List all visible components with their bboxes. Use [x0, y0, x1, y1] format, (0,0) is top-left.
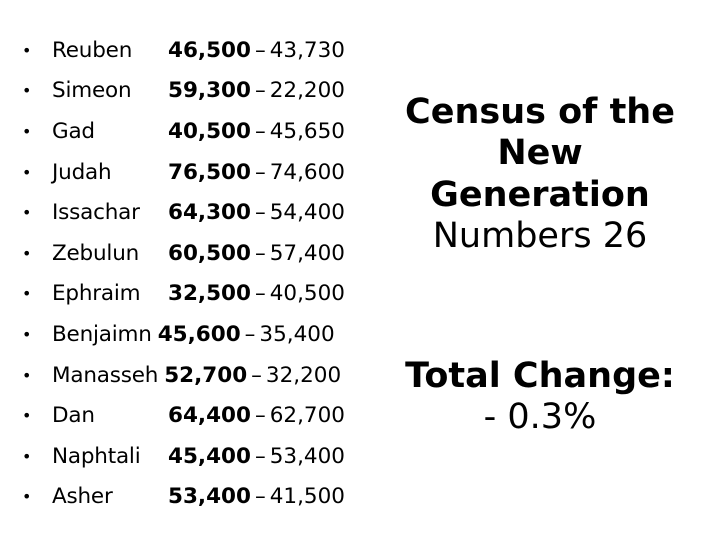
- new-census-count: 64,300: [168, 200, 251, 226]
- tribe-row: [22, 192, 392, 233]
- tribe-name: Zebulun: [52, 240, 140, 266]
- dash-separator: –: [254, 281, 266, 307]
- title-reference: Numbers 26: [432, 215, 648, 256]
- bullet-icon: •: [22, 406, 32, 426]
- tribe-row: [22, 30, 392, 71]
- bullet-icon: •: [22, 81, 32, 101]
- bullet-icon: •: [22, 487, 32, 507]
- old-census-count: 54,400: [269, 200, 345, 226]
- tribe-name: Asher: [52, 484, 113, 510]
- bullet-icon: •: [22, 446, 32, 466]
- new-census-count: 64,400: [168, 403, 251, 429]
- old-census-count: 22,200: [269, 78, 345, 104]
- dash-separator: –: [254, 484, 266, 510]
- tribe-name: Manasseh: [52, 362, 159, 388]
- old-census-count: 62,700: [269, 403, 345, 429]
- dash-separator: –: [254, 159, 266, 185]
- old-census-count: 45,650: [269, 118, 345, 144]
- tribe-row: [22, 233, 392, 274]
- bullet-icon: •: [22, 243, 32, 263]
- old-census-count: 40,500: [269, 281, 345, 307]
- bullet-icon: •: [22, 121, 32, 141]
- tribe-row: [22, 274, 392, 315]
- tribe-row: [22, 71, 392, 112]
- new-census-count: 52,700: [164, 362, 248, 388]
- tribe-name: Issachar: [52, 200, 140, 226]
- total-change-value: - 0.3%: [483, 397, 597, 438]
- tribe-row: [22, 436, 392, 477]
- bullet-icon: •: [22, 365, 32, 385]
- title-line-1: Census of the: [405, 92, 675, 132]
- tribe-name: Gad: [52, 118, 95, 144]
- title-block: [395, 92, 685, 257]
- total-change-label: Total Change:: [405, 356, 675, 396]
- new-census-count: 40,500: [168, 118, 251, 144]
- dash-separator: –: [244, 321, 256, 347]
- tribe-row: [22, 111, 392, 152]
- old-census-count: 74,600: [269, 159, 345, 185]
- old-census-count: 53,400: [269, 443, 345, 469]
- new-census-count: 76,500: [168, 159, 251, 185]
- old-census-count: 43,730: [269, 37, 345, 63]
- total-change-block: [395, 356, 685, 439]
- new-census-count: 45,400: [168, 443, 251, 469]
- dash-separator: –: [254, 443, 266, 469]
- new-census-count: 46,500: [168, 37, 251, 63]
- new-census-count: 59,300: [168, 78, 251, 104]
- old-census-count: 57,400: [269, 240, 345, 266]
- dash-separator: –: [251, 362, 262, 388]
- tribe-name: Dan: [52, 403, 95, 429]
- old-census-count: 41,500: [269, 484, 345, 510]
- tribe-row: [22, 477, 392, 518]
- dash-separator: –: [254, 403, 266, 429]
- bullet-icon: •: [22, 203, 32, 223]
- tribe-name: Naphtali: [52, 443, 141, 469]
- dash-separator: –: [254, 200, 266, 226]
- tribe-name: Ephraim: [52, 281, 141, 307]
- tribe-name: Judah: [52, 159, 112, 185]
- bullet-icon: •: [22, 324, 32, 344]
- new-census-count: 32,500: [168, 281, 251, 307]
- tribe-name: Reuben: [52, 37, 133, 63]
- dash-separator: –: [254, 37, 266, 63]
- tribe-row: [22, 314, 392, 355]
- bullet-icon: •: [22, 284, 32, 304]
- bullet-icon: •: [22, 162, 32, 182]
- dash-separator: –: [254, 78, 266, 104]
- new-census-count: 53,400: [168, 484, 251, 510]
- tribe-row: [22, 355, 392, 396]
- old-census-count: 32,200: [265, 362, 342, 388]
- bullet-icon: •: [22, 40, 32, 60]
- tribe-name: Simeon: [52, 78, 132, 104]
- dash-separator: –: [254, 240, 266, 266]
- tribe-census-list: [22, 30, 392, 517]
- dash-separator: –: [254, 118, 266, 144]
- title-line-3: Generation: [430, 174, 650, 215]
- tribe-row: [22, 395, 392, 436]
- new-census-count: 45,600: [157, 321, 241, 347]
- tribe-row: [22, 152, 392, 193]
- title-line-2: New: [497, 133, 583, 174]
- tribe-name: Benjaimn: [52, 321, 152, 347]
- new-census-count: 60,500: [168, 240, 251, 266]
- old-census-count: 35,400: [259, 321, 335, 347]
